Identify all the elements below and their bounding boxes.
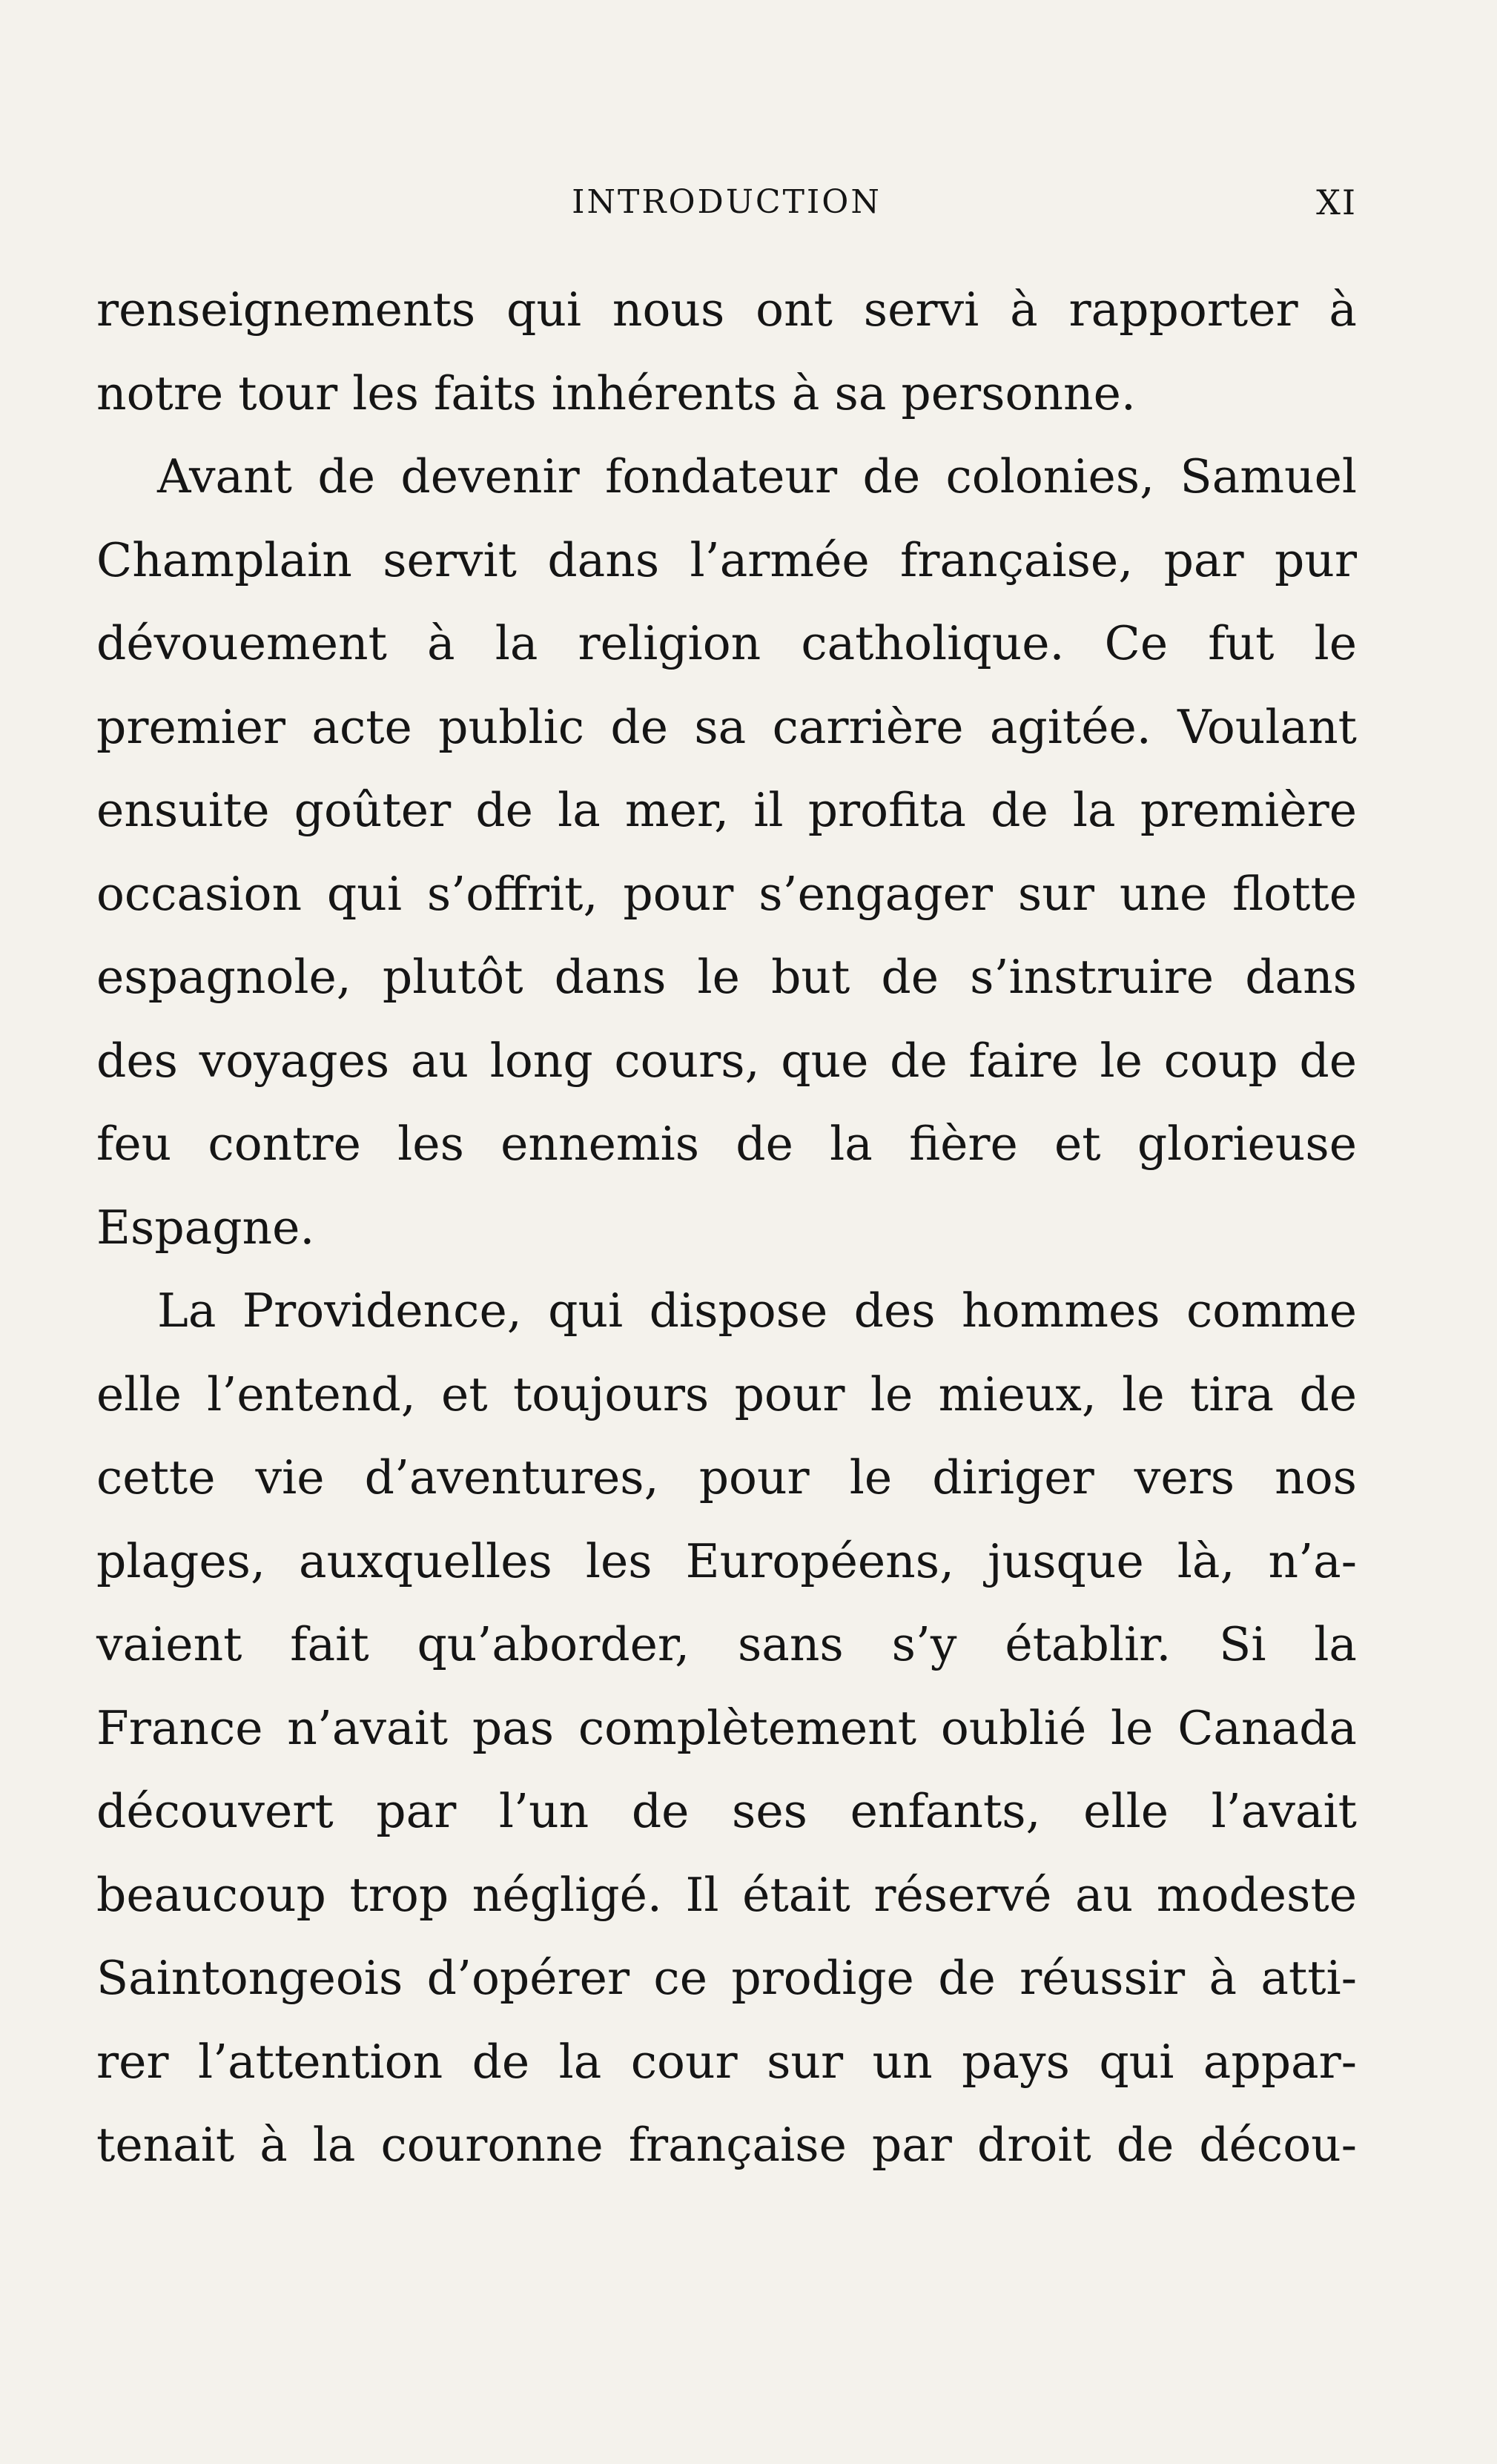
- running-title: INTRODUCTION: [572, 183, 882, 221]
- paragraph-2: [96, 435, 1357, 1269]
- text-line: feu contre les ennemis de la fière et glorieuse: [96, 1117, 1357, 1171]
- text-line: Avant de devenir fondateur de colonies, Samuel: [157, 449, 1357, 503]
- text-line: France n’avait pas complètement oublié le Canada: [96, 1700, 1357, 1755]
- text-line: cette vie d’aventures, pour le diriger vers nos: [96, 1450, 1357, 1505]
- text-line: rer l’attention de la cour sur un pays qui appar-: [96, 2034, 1357, 2089]
- text-line: Saintongeois d’opérer ce prodige de réussir à atti-: [96, 1951, 1357, 2005]
- text-line: Espagne.: [96, 1200, 315, 1255]
- text-line: premier acte public de sa carrière agitée. Voulant: [96, 699, 1357, 754]
- text-line: beaucoup trop négligé. Il était réservé au modeste: [96, 1867, 1357, 1922]
- text-line: Champlain servit dans l’armée française, par pur: [96, 532, 1357, 587]
- running-head: [96, 176, 1357, 228]
- text-line: notre tour les faits inhérents à sa personne.: [96, 366, 1136, 420]
- text-line: des voyages au long cours, que de faire le coup de: [96, 1033, 1357, 1088]
- text-line: vaient fait qu’aborder, sans s’y établir. Si la: [96, 1617, 1357, 1671]
- text-line: occasion qui s’offrit, pour s’engager sur une flotte: [96, 866, 1357, 921]
- body-text: [96, 268, 1357, 2187]
- text-line: tenait à la couronne française par droit de décou-: [96, 2118, 1357, 2172]
- text-line: espagnole, plutôt dans le but de s’instruire dans: [96, 950, 1357, 1004]
- text-line: renseignements qui nous ont servi à rapporter à: [96, 283, 1357, 337]
- text-line: plages, auxquelles les Européens, jusque là, n’a-: [96, 1533, 1357, 1588]
- paragraph-1: [96, 268, 1357, 435]
- text-line: découvert par l’un de ses enfants, elle l’avait: [96, 1784, 1357, 1838]
- paragraph-3: [96, 1269, 1357, 2187]
- text-line: ensuite goûter de la mer, il profita de la première: [96, 783, 1357, 837]
- page-number: XI: [1316, 182, 1357, 222]
- text-line: dévouement à la religion catholique. Ce fut le: [96, 616, 1357, 670]
- text-line: elle l’entend, et toujours pour le mieux, le tira de: [96, 1367, 1357, 1421]
- text-line: La Providence, qui dispose des hommes comme: [157, 1284, 1357, 1338]
